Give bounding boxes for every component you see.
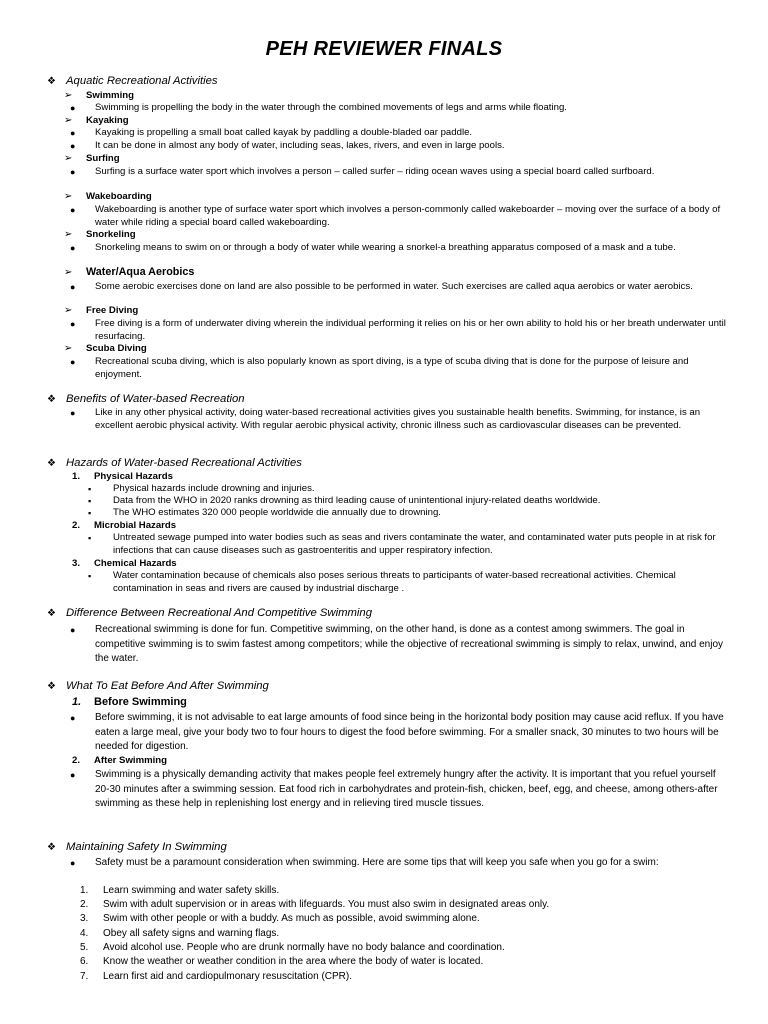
safety-step: 7. Learn first aid and cardiopulmonary resuscitation (CPR). <box>80 971 352 982</box>
bullet-square-icon: ▪ <box>88 508 92 518</box>
bullet-item: ▪ Physical hazards include drowning and injuries. <box>88 483 315 494</box>
subheading-surfing: ➢ Surfing <box>64 153 120 164</box>
bullet-square-icon: ▪ <box>88 496 92 506</box>
bullet-item: ● Swimming is a physically demanding activity that makes people feel extremely hungry after the activity. It is important that you refuel yourself 20-30 minutes after a swimming session. Eat food rich in carbohydrates and protein-fish, chicken, beef, egg, and cheese, among others-after swimming as these help in replenishing lost energy and in relieving tired muscle tissues. <box>70 769 718 810</box>
diamond-bullet-icon: ❖ <box>47 681 56 692</box>
diamond-bullet-icon: ❖ <box>47 458 56 469</box>
bullet-item: ● Recreational swimming is done for fun. Competitive swimming, on the other hand, is done as a contest among swimmers. The goal in competitive swimming is to swim fastest among competitors; while the objective of recreational swimming is simply to relax, unwind, and enjoy the water. <box>70 624 724 665</box>
bullet-dot-icon: ● <box>70 625 76 635</box>
bullet-square-icon: ▪ <box>88 484 92 494</box>
safety-step: 6. Know the weather or weather condition in the area where the body of water is located. <box>80 956 484 967</box>
arrow-bullet-icon: ➢ <box>64 229 73 240</box>
subheading-after-swimming: 2. After Swimming <box>72 755 168 766</box>
arrow-bullet-icon: ➢ <box>64 191 73 202</box>
arrow-bullet-icon: ➢ <box>64 305 73 316</box>
bullet-dot-icon: ● <box>70 205 76 215</box>
section-heading-hazards: ❖ Hazards of Water-based Recreational Activities <box>47 457 302 469</box>
arrow-bullet-icon: ➢ <box>64 153 73 164</box>
bullet-dot-icon: ● <box>70 408 76 418</box>
arrow-bullet-icon: ➢ <box>64 343 73 354</box>
safety-step: 2. Swim with adult supervision or in areas with lifeguards. You must also swim in designated areas only. <box>80 899 550 910</box>
bullet-item: ● Some aerobic exercises done on land are also possible to be performed in water. Such exercises are called aqua aerobics or water aerobics. <box>70 281 693 292</box>
arrow-bullet-icon: ➢ <box>64 90 73 101</box>
bullet-item: ● Wakeboarding is another type of surface water sport which involves a person-commonly called wakeboarder – moving over the surface of a body of water while riding a special board called wakeboarding. <box>70 204 721 228</box>
bullet-dot-icon: ● <box>70 858 76 868</box>
safety-step: 3. Swim with other people or with a buddy. As much as possible, avoid swimming alone. <box>80 913 480 924</box>
bullet-square-icon: ▪ <box>88 533 92 543</box>
bullet-item: ● Free diving is a form of underwater diving wherein the individual performing it relies on his or her own ability to hold his or her breath underwater until resurfacing. <box>70 318 726 342</box>
subheading-aqua-aerobics: ➢ Water/Aqua Aerobics <box>64 266 195 278</box>
bullet-dot-icon: ● <box>70 141 76 151</box>
bullet-item: ▪ Data from the WHO in 2020 ranks drowning as third leading cause of unintentional injury-related deaths worldwide. <box>88 495 601 506</box>
bullet-item: ● It can be done in almost any body of water, including seas, lakes, rivers, and even in large pools. <box>70 140 505 151</box>
safety-step: 5. Avoid alcohol use. People who are drunk normally have no body balance and coordination. <box>80 942 505 953</box>
subheading-swimming: ➢ Swimming <box>64 90 134 101</box>
bullet-item: ● Swimming is propelling the body in the water through the combined movements of legs and arms while floating. <box>70 102 567 113</box>
subheading-scuba-diving: ➢ Scuba Diving <box>64 343 147 354</box>
section-heading-difference: ❖ Difference Between Recreational And Competitive Swimming <box>47 607 372 619</box>
bullet-item: ▪ Water contamination because of chemicals also poses serious threats to participants of water-based recreational activities. Chemical contamination in seas and rivers are caused by industrial discharge . <box>88 570 676 594</box>
bullet-item: ● Kayaking is propelling a small boat called kayak by paddling a double-bladed oar paddle. <box>70 127 473 138</box>
arrow-bullet-icon: ➢ <box>64 115 73 126</box>
bullet-dot-icon: ● <box>70 319 76 329</box>
safety-step: 4. Obey all safety signs and warning flags. <box>80 928 280 939</box>
bullet-item: ● Like in any other physical activity, doing water-based recreational activities gives you sustainable health benefits. Swimming, for instance, is an excellent aerobic physical activity. With regular aerobic physical activity, chronic illness such as cardiovascular diseases can be prevented. <box>70 407 701 431</box>
diamond-bullet-icon: ❖ <box>47 608 56 619</box>
diamond-bullet-icon: ❖ <box>47 842 56 853</box>
subheading-physical-hazards: 1. Physical Hazards <box>72 471 173 482</box>
subheading-kayaking: ➢ Kayaking <box>64 115 129 126</box>
bullet-item: ● Snorkeling means to swim on or through a body of water while wearing a snorkel-a breathing apparatus composed of a mask and a tube. <box>70 242 676 253</box>
section-heading-what-to-eat: ❖ What To Eat Before And After Swimming <box>47 680 269 692</box>
diamond-bullet-icon: ❖ <box>47 394 56 405</box>
subheading-before-swimming: 1. Before Swimming <box>72 696 187 708</box>
bullet-item: ● Recreational scuba diving, which is also popularly known as sport diving, is a type of scuba diving that is done for the purpose of leisure and enjoyment. <box>70 356 689 380</box>
safety-step: 1. Learn swimming and water safety skills. <box>80 885 280 896</box>
bullet-dot-icon: ● <box>70 357 76 367</box>
bullet-dot-icon: ● <box>70 103 76 113</box>
arrow-bullet-icon: ➢ <box>64 267 73 278</box>
bullet-item: ● Before swimming, it is not advisable to eat large amounts of food since being in the horizontal body position may cause acid reflux. If you have eaten a large meal, give your body two to four hours to digest the food before swimming. For a smaller snack, 30 minutes to two hours will be needed for digestion. <box>70 712 724 753</box>
subheading-free-diving: ➢ Free Diving <box>64 305 139 316</box>
bullet-item: ▪ Untreated sewage pumped into water bodies such as seas and rivers contaminate the water, and contaminated water puts people in at risk for infections that can cause diseases such as gastroenteritis and upper respiratory infection. <box>88 532 716 556</box>
bullet-item: ▪ The WHO estimates 320 000 people worldwide die annually due to drowning. <box>88 507 441 518</box>
bullet-dot-icon: ● <box>70 167 76 177</box>
bullet-dot-icon: ● <box>70 282 76 292</box>
bullet-dot-icon: ● <box>70 713 76 723</box>
bullet-item: ● Safety must be a paramount consideration when swimming. Here are some tips that will keep you safe when you go for a swim: <box>70 856 730 871</box>
subheading-wakeboarding: ➢ Wakeboarding <box>64 191 152 202</box>
page-title: PEH REVIEWER FINALS <box>265 38 503 60</box>
bullet-item: ● Surfing is a surface water sport which involves a person – called surfer – riding ocean waves using a special board called surfboard. <box>70 166 655 177</box>
section-heading-safety: ❖ Maintaining Safety In Swimming <box>47 841 227 853</box>
section-heading-benefits: ❖ Benefits of Water-based Recreation <box>47 393 245 405</box>
subheading-microbial-hazards: 2. Microbial Hazards <box>72 520 177 531</box>
bullet-dot-icon: ● <box>70 243 76 253</box>
subheading-snorkeling: ➢ Snorkeling <box>64 229 136 240</box>
bullet-square-icon: ▪ <box>88 571 92 581</box>
bullet-dot-icon: ● <box>70 770 76 780</box>
bullet-dot-icon: ● <box>70 128 76 138</box>
diamond-bullet-icon: ❖ <box>47 76 56 87</box>
section-heading-aquatic: ❖ Aquatic Recreational Activities <box>47 75 218 87</box>
subheading-chemical-hazards: 3. Chemical Hazards <box>72 558 177 569</box>
